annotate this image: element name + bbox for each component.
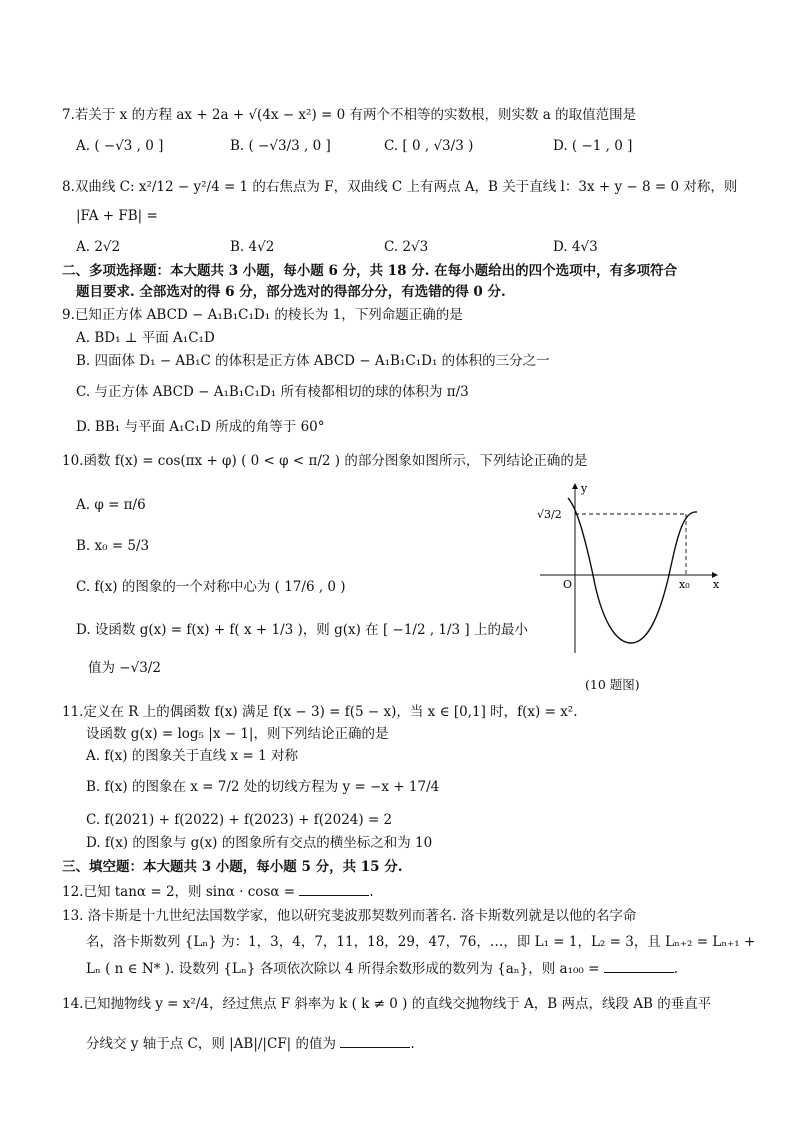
q7-option-c: C. [ 0 , √3/3 ) [384,138,474,154]
origin-label: O [563,578,573,591]
q12-answer-blank[interactable] [299,882,369,896]
q9-option-b: B. 四面体 D₁ − AB₁C 的体积是正方体 ABCD − A₁B₁C₁D₁ 的体积的三分之一 [76,353,550,369]
q8-stem-cont: |FA + FB| = [76,208,158,224]
q13-line1: 13. 洛卡斯是十九世纪法国数学家，他以研究斐波那契数列而著名. 洛卡斯数列就是以他的名字命 [62,908,637,924]
q14-end: . [410,1036,415,1052]
y-value-label: √3/2 [537,508,562,521]
q10-option-d: D. 设函数 g(x) = f(x) + f( x + 1/3 )，则 g(x) 在 [ −1/2 , 1/3 ] 上的最小 [76,622,528,638]
q14-line2 [86,1034,415,1053]
q11-option-c: C. f(2021) + f(2022) + f(2023) + f(2024) = 2 [86,812,393,828]
q8-option-c: C. 2√3 [384,239,429,255]
q12-text: 12.已知 tanα = 2，则 sinα · cosα = [62,884,296,900]
q10-option-b: B. x₀ = 5/3 [76,538,150,554]
q7-option-b: B. ( −√3/3 , 0 ] [230,138,331,154]
q14-answer-blank[interactable] [340,1034,410,1048]
q7-option-d: D. ( −1 , 0 ] [553,138,633,154]
q10-option-a: A. φ = π/6 [76,497,146,513]
q14-line1: 14.已知抛物线 y = x²/4，经过焦点 F 斜率为 k ( k ≠ 0 ) 的直线交抛物线于 A，B 两点，线段 AB 的垂直平 [62,996,712,1012]
q7-option-a: A. ( −√3 , 0 ] [76,138,164,154]
q9-option-a: A. BD₁ ⊥ 平面 A₁C₁D [76,330,215,346]
q10-function-graph [535,478,725,658]
q12-stem [62,882,374,901]
q9-option-c: C. 与正方体 ABCD − A₁B₁C₁D₁ 所有棱都相切的球的体积为 π/3 [76,384,469,400]
q9-option-d: D. BB₁ 与平面 A₁C₁D 所成的角等于 60° [76,419,325,435]
y-axis-label: y [581,482,588,495]
q12-end: . [369,884,374,900]
q7-stem: 7.若关于 x 的方程 ax + 2a + √(4x − x²) = 0 有两个不相等的实数根，则实数 a 的取值范围是 [62,107,637,123]
q8-stem: 8.双曲线 C: x²/12 − y²/4 = 1 的右焦点为 F，双曲线 C 上有两点 A，B 关于直线 l：3x + y − 8 = 0 对称，则 [62,179,738,195]
x-axis-label: x [713,578,720,591]
q10-option-d-cont: 值为 −√3/2 [88,660,161,676]
q10-option-c: C. f(x) 的图象的一个对称中心为 ( 17/6 , 0 ) [76,579,346,595]
q11-option-a: A. f(x) 的图象关于直线 x = 1 对称 [86,748,298,764]
q13-answer-blank[interactable] [604,959,674,973]
q8-option-b: B. 4√2 [230,239,275,255]
q11-stem: 11.定义在 R 上的偶函数 f(x) 满足 f(x − 3) = f(5 − x)，当 x ∈ [0,1] 时，f(x) = x². [62,704,578,720]
figure-caption: (10 题图) [585,677,640,692]
q8-option-d: D. 4√3 [553,239,598,255]
q13-line2: 名，洛卡斯数列 {Lₙ} 为：1，3，4，7，11，18，29，47，76，…，即 L₁ = 1，L₂ = 3，且 Lₙ₊₂ = Lₙ₊₁ + [86,934,756,950]
q10-stem: 10.函数 f(x) = cos(πx + φ) ( 0 < φ < π/2 ) 的部分图象如图所示，下列结论正确的是 [62,453,588,469]
q11-stem-cont: 设函数 g(x) = log₅ |x − 1|，则下列结论正确的是 [86,726,389,742]
section3-title: 三、填空题：本大题共 3 小题，每小题 5 分，共 15 分. [62,859,403,875]
x0-label: x₀ [679,578,690,591]
section2-title-cont: 题目要求. 全部选对的得 6 分，部分选对的得部分分，有选错的得 0 分. [76,284,506,300]
q14-text: 分线交 y 轴于点 C，则 |AB|/|CF| 的值为 [86,1036,337,1052]
cosine-curve [568,498,697,643]
q11-option-b: B. f(x) 的图象在 x = 7/2 处的切线方程为 y = −x + 17/4 [86,779,440,795]
q9-stem: 9.已知正方体 ABCD − A₁B₁C₁D₁ 的棱长为 1，下列命题正确的是 [62,307,463,323]
q11-option-d: D. f(x) 的图象与 g(x) 的图象所有交点的横坐标之和为 10 [86,835,433,851]
q8-option-a: A. 2√2 [76,239,121,255]
q13-end: . [673,961,678,977]
section2-title: 二、多项选择题：本大题共 3 小题，每小题 6 分，共 18 分. 在每小题给出的四个选项中，有多项符合 [62,263,678,279]
q13-text: Lₙ ( n ∈ N* ). 设数列 {Lₙ} 各项依次除以 4 所得余数形成的数列为 {aₙ}，则 a₁₀₀ = [86,961,600,977]
q13-line3 [86,959,678,978]
